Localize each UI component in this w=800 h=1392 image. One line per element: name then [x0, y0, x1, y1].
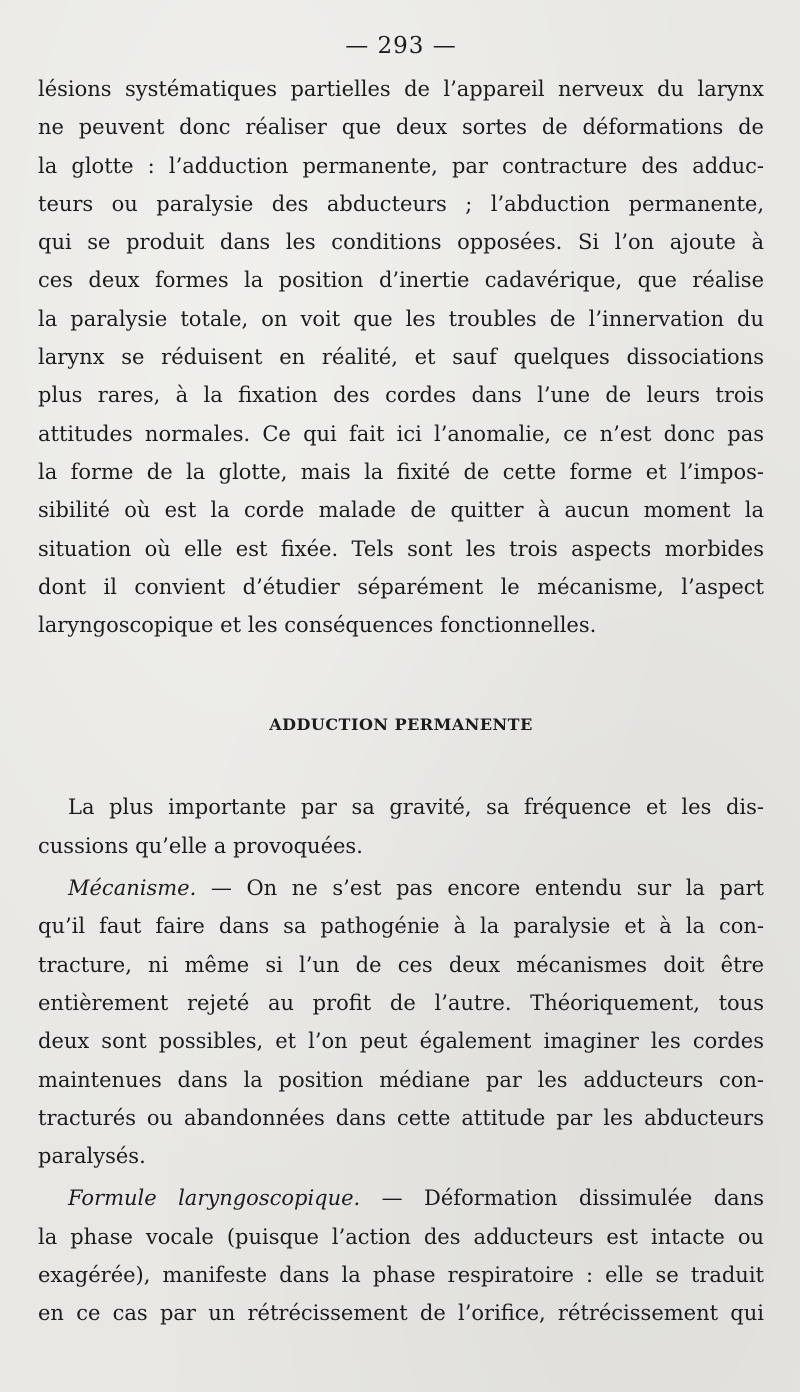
paragraph-lead: Formule laryngoscopique. [68, 1186, 361, 1211]
paragraph-mecanisme [38, 869, 764, 1175]
text-run: — On ne s’est pas encore entendu sur la part [196, 876, 764, 901]
text-run: — Déformation dissimulée dans [360, 1186, 764, 1211]
text-line [38, 1179, 764, 1217]
text-line: ne peuvent donc réaliser que deux sortes de déformations de [38, 115, 764, 140]
text-line: La plus importante par sa gravité, sa fréquence et les dis- [68, 795, 764, 820]
text-line: dont il convient d’étudier séparément le mécanisme, l’aspect [38, 574, 764, 599]
paragraph-lead: Mécanisme. [68, 876, 197, 901]
paragraph-importance [38, 788, 764, 865]
text-line: deux sont possibles, et l’on peut également imaginer les cordes [38, 1029, 764, 1054]
text-line: laryngoscopique et les conséquences fonctionnelles. [38, 613, 597, 638]
section-heading: ADDUCTION PERMANENTE [269, 715, 533, 735]
page-number: — 293 — [345, 33, 457, 59]
text-line: paralysés. [38, 1144, 146, 1169]
spacer [38, 740, 764, 788]
paragraph-intro [38, 70, 764, 644]
text-line: situation où elle est fixée. Tels sont les trois aspects morbides [38, 536, 764, 561]
text-line: la forme de la glotte, mais la fixité de cette forme et l’impos- [38, 459, 764, 484]
text-line: ces deux formes la position d’inertie cadavérique, que réalise [38, 268, 764, 293]
text-line: sibilité où est la corde malade de quitter à aucun moment la [38, 498, 764, 523]
text-line: entièrement rejeté au profit de l’autre. Théoriquement, tous [38, 990, 764, 1015]
text-line: la phase vocale (puisque l’action des adducteurs est intacte ou [38, 1224, 764, 1249]
text-line: la paralysie totale, on voit que les troubles de l’innervation du [38, 306, 764, 331]
text-line: cussions qu’elle a provoquées. [38, 833, 363, 858]
text-line: attitudes normales. Ce qui fait ici l’anomalie, ce n’est donc pas [38, 421, 764, 446]
paragraph-formule [38, 1179, 764, 1332]
text-line [38, 869, 764, 907]
text-line: lésions systématiques partielles de l’appareil nerveux du larynx [38, 77, 764, 101]
text-line: maintenues dans la position médiane par les adducteurs con- [38, 1067, 764, 1092]
text-line: tracturés ou abandonnées dans cette attitude par les abducteurs [38, 1105, 764, 1130]
text-line: teurs ou paralysie des abducteurs ; l’abduction permanente, [38, 191, 764, 216]
text-line: larynx se réduisent en réalité, et sauf quelques dissociations [38, 345, 764, 370]
text-line: qu’il faut faire dans sa pathogénie à la paralysie et à la con- [38, 914, 764, 939]
text-line: exagérée), manifeste dans la phase respiratoire : elle se traduit [38, 1263, 764, 1288]
text-line: en ce cas par un rétrécissement de l’orifice, rétrécissement qui [38, 1301, 764, 1326]
text-line: tracture, ni même si l’un de ces deux mécanismes doit être [38, 952, 764, 977]
text-line: la glotte : l’adduction permanente, par contracture des adduc- [38, 153, 764, 178]
text-line: qui se produit dans les conditions opposées. Si l’on ajoute à [38, 230, 764, 255]
text-line: plus rares, à la fixation des cordes dans l’une de leurs trois [38, 383, 764, 408]
